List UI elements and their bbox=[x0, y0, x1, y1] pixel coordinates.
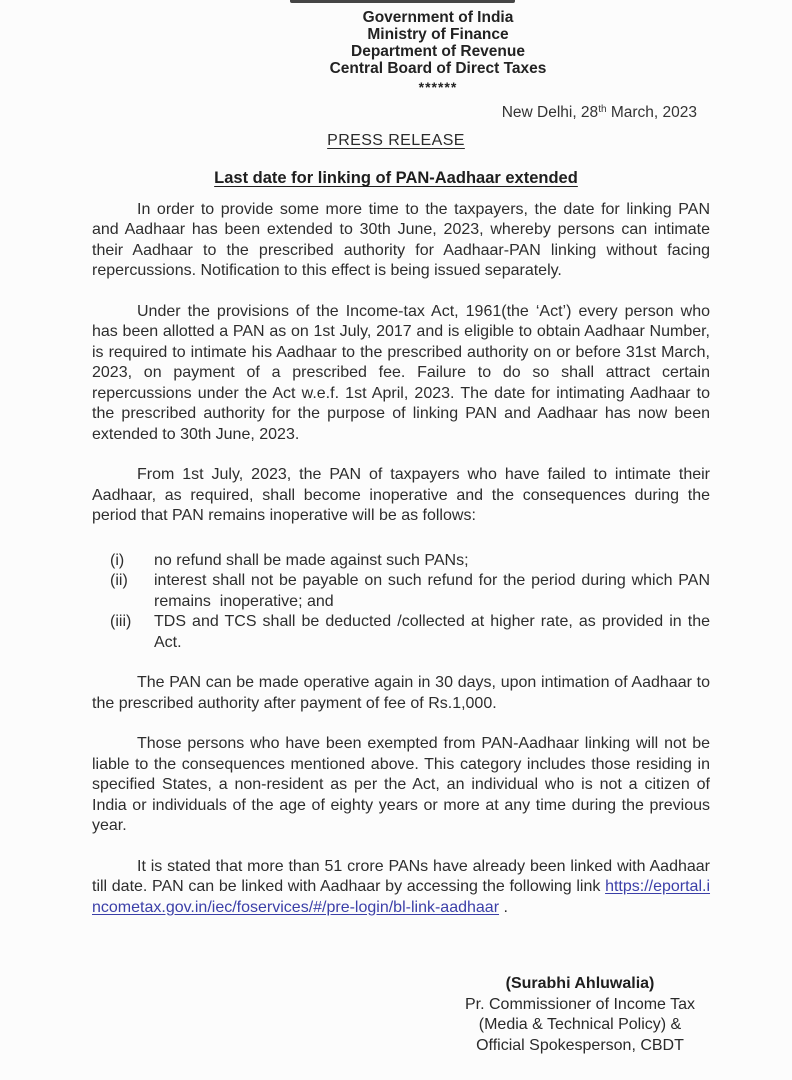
letterhead-department: Department of Revenue bbox=[351, 43, 525, 60]
letterhead bbox=[84, 9, 792, 93]
list-item-marker: (iii) bbox=[110, 613, 132, 630]
paragraph-linking-stats bbox=[92, 857, 710, 919]
consequences-list bbox=[110, 551, 715, 654]
dateline-place-day: New Delhi, 28 bbox=[501, 104, 599, 121]
paragraph-reactivation: The PAN can be made operative again in 30 days, upon intimation of Aadhaar to the prescribed authority after payment of fee of Rs.1,000. bbox=[92, 674, 710, 712]
paragraph-exemptions: Those persons who have been exempted from PAN-Aadhaar linking will not be liable to the consequences mentioned above. This category includes those residing in specified States, a non-resident as per the Act, an individual who is not a citizen of India or individuals of the age of eighty years or more at any time during the previous year. bbox=[92, 735, 710, 834]
list-item-text: TDS and TCS shall be deducted /collected at higher rate, as provided in the Act. bbox=[154, 613, 714, 651]
list-item-tds-tcs bbox=[110, 612, 714, 653]
link-trailing-period: . bbox=[499, 898, 508, 916]
dateline-month-year: March, 2023 bbox=[606, 104, 697, 121]
signatory-designation: Pr. Commissioner of Income Tax bbox=[464, 995, 695, 1013]
letterhead-board: Central Board of Direct Taxes bbox=[329, 60, 547, 77]
signature-block bbox=[455, 974, 705, 1056]
list-item-text: no refund shall be made against such PANs; bbox=[154, 551, 469, 569]
pan-aadhaar-portal-link[interactable]: https://eportal.incometax.gov.in/iec/foservices/#/pre-login/bl-link-aadhaar bbox=[92, 878, 711, 916]
signatory-division: (Media & Technical Policy) & bbox=[478, 1016, 682, 1033]
list-item-marker: (i) bbox=[110, 551, 125, 569]
document-title: Last date for linking of PAN-Aadhaar extended bbox=[214, 169, 578, 187]
signatory-role: Official Spokesperson, CBDT bbox=[476, 1036, 684, 1054]
paragraph-linking-stats-text: It is stated that more than 51 crore PANs have already been linked with Aadhaar till date. PAN can be linked with Aadhaar by accessing the following link bbox=[92, 857, 710, 895]
list-item-refund bbox=[110, 551, 710, 572]
scan-artifact-bar bbox=[290, 0, 515, 3]
list-item-marker: (ii) bbox=[110, 572, 128, 589]
list-item-text: interest shall not be payable on such refund for the period during which PAN remains inoperative; and bbox=[154, 572, 715, 610]
paragraph-act-provisions: Under the provisions of the Income-tax Act, 1961(the ‘Act’) every person who has been allotted a PAN as on 1st July, 2017 and is eligible to obtain Aadhaar Number, is required to intimate his Aadhaar to the prescribed authority on or before 31st March, 2023, on payment of a prescribed fee. Failure to do so shall attract certain repercussions under the Act w.e.f. 1st April, 2023. The date for intimating Aadhaar to the prescribed authority for the purpose of linking PAN and Aadhaar has now been extended to 30th June, 2023. bbox=[92, 302, 710, 443]
dateline bbox=[0, 103, 792, 124]
list-item-interest bbox=[110, 571, 715, 612]
paragraph-inoperative-consequences: From 1st July, 2023, the PAN of taxpayers who have failed to intimate their Aadhaar, as required, shall become inoperative and the consequences during the period that PAN remains inoperative will be as follows: bbox=[92, 466, 710, 524]
signatory-name: (Surabhi Ahluwalia) bbox=[505, 975, 655, 992]
dateline-ordinal: th bbox=[598, 104, 607, 115]
asterisk-separator: ****** bbox=[418, 79, 458, 95]
letterhead-government: Government of India bbox=[362, 9, 514, 26]
press-release-label: PRESS RELEASE bbox=[327, 131, 465, 149]
paragraph-extension-intro: In order to provide some more time to the taxpayers, the date for linking PAN and Aadhaar has been extended to 30th June, 2023, whereby persons can intimate their Aadhaar to the prescribed authority for Aadhaar-PAN linking without facing repercussions. Notification to this effect is being issued separately. bbox=[92, 200, 710, 279]
letterhead-ministry: Ministry of Finance bbox=[367, 26, 509, 43]
